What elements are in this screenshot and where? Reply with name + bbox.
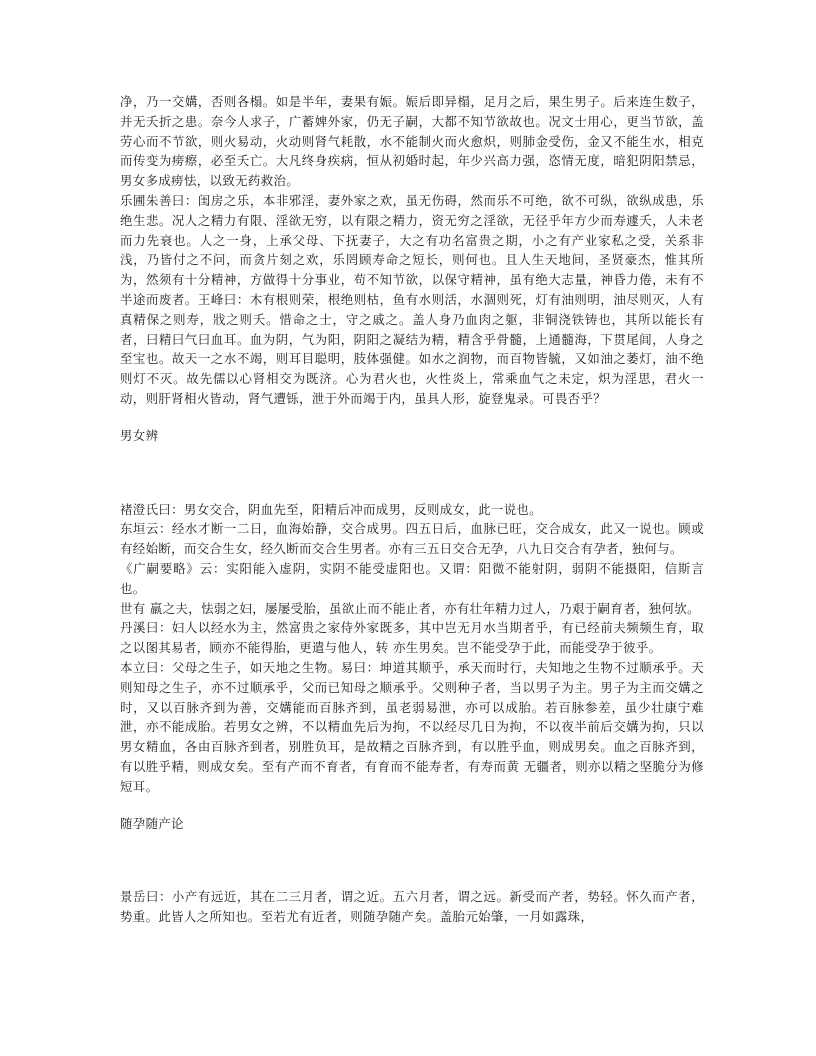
document-page: [120, 92, 704, 927]
section-men-women: [120, 500, 704, 797]
paragraph: 东垣云：经水才断一二日，血海始静，交合成男。四五日后，血脉已旺，交合成女，此又一说也。顾或有经始断，而交合生女，经久断而交合生男者。亦有三五日交合无孕，八九日交合有孕者，独何与。: [120, 521, 704, 557]
paragraph: 净，乃一交媾，否则各榻。如是半年，妻果有娠。娠后即异榻，足月之后，果生男子。后来连生数子，并无夭折之患。奈今人求子，广蓄婢外家，仍无子嗣，大都不知节欲故也。况文士用心，更当节欲，盖劳心而不节欲，则火易动，火动则肾气耗散，水不能制火而火愈炽，则肺金受伤，金又不能生水，相克而传变为痨瘵，必至夭亡。大凡终身疾病，恒从初婚时起，年少兴高力强，恣情无度，暗犯阴阳禁忌，男女多成痨怯，以致无药救治。: [120, 94, 704, 189]
paragraph: 景岳曰：小产有远近，其在二三月者，谓之近。五六月者，谓之远。新受而产者，势轻。怀久而产者，势重。此皆人之所知也。至若尤有近者，则随孕随产矣。盖胎元始肇，一月如露珠，: [120, 889, 704, 925]
section-essence-preservation: [120, 92, 704, 409]
section-heading-men-women: 男女辨: [120, 427, 159, 443]
paragraph: 本立曰：父母之生子，如天地之生物。易曰：坤道其顺乎，承天而时行，夫知地之生物不过顺承乎。天则知母之生子，亦不过顺承乎，父而已知母之顺承乎。父则种子者，当以男子为主。男子为主而交媾之时，又以百脉齐到为善，交媾能而百脉齐到，虽老弱易泄，亦可以成胎。若百脉参差，虽少壮康宁难泄，亦不能成胎。若男女之辨，不以精血先后为拘，不以经尽几日为拘，不以夜半前后交媾为拘，只以男女精血，各由百脉齐到者，别胜负耳，是故精之百脉齐到，有以胜乎血，则成男矣。血之百脉齐到，有以胜乎精，则成女矣。至有产而不育者，有育而不能寿者，有寿而黄 无疆者，则亦以精之坚脆分为修短耳。: [120, 659, 704, 794]
paragraph: 褚澄氏曰：男女交合，阴血先至，阳精后冲而成男，反则成女，此一说也。: [120, 501, 543, 517]
paragraph: 丹溪曰：妇人以经水为主，然富贵之家侍外家既多，其中岂无月水当期者乎，有已经前夫频频生育，取之以图其易者，顾亦不能得胎，更遣与他人，转 亦生男矣。岂不能受孕于此，而能受孕于彼乎。: [120, 620, 704, 656]
section-heading-miscarriage: 随孕随产论: [120, 815, 184, 831]
section-miscarriage: [120, 887, 704, 927]
paragraph: 世有 羸之夫，怯弱之妇，屡屡受胎，虽欲止而不能止者，亦有壮年精力过人，乃艰于嗣育者，独何欤。: [120, 600, 700, 616]
paragraph: 乐圃朱善曰：闺房之乐，本非邪淫，妻外家之欢，虽无伤碍，然而乐不可绝，欲不可纵，欲纵成患，乐绝生悲。况人之精力有限、淫欲无穷，以有限之精力，资无穷之淫欲，无径乎年方少而寿遽夭，人未老而力先衰也。人之一身，上承父母、下抚妻子，大之有功名富贵之期，小之有产业家私之受，关系非浅，乃皆付之不问，而贪片刻之欢，乐罔顾寿命之短长，则何也。且人生天地间，圣贤豪杰，惟其所为，然须有十分精神，方做得十分事业，苟不知节欲，以保守精神，虽有绝大志量，神昏力倦，未有不半途而废者。王峰曰：木有根则荣，根绝则枯，鱼有水则活，水涸则死，灯有油则明，油尽则灭，人有真精保之则寿，戕之则夭。惜命之士，守之戚之。盖人身乃血肉之躯，非铜浇铁铸也，其所以能长有者，曰精曰气曰血耳。血为阴，气为阳，阴阳之凝结为精，精含乎骨髓，上通髓海，下贯尾闾，人身之至宝也。故天一之水不竭，则耳目聪明，肢体强健。如水之润物，而百物皆毓，又如油之萎灯，油不绝则灯不灭。故先儒以心肾相交为既济。心为君火也，火性炎上，常乘血气之未定，炽为淫思，君火一动，则肝肾相火皆动，肾气遭铄，泄于外而竭于内，虽具人形，旋登鬼录。可畏否乎？: [120, 192, 704, 406]
paragraph: 《广嗣要略》云：实阳能入虚阴，实阴不能受虚阳也。又谓：阳微不能射阴，弱阴不能摄阳，信斯言也。: [120, 560, 704, 596]
